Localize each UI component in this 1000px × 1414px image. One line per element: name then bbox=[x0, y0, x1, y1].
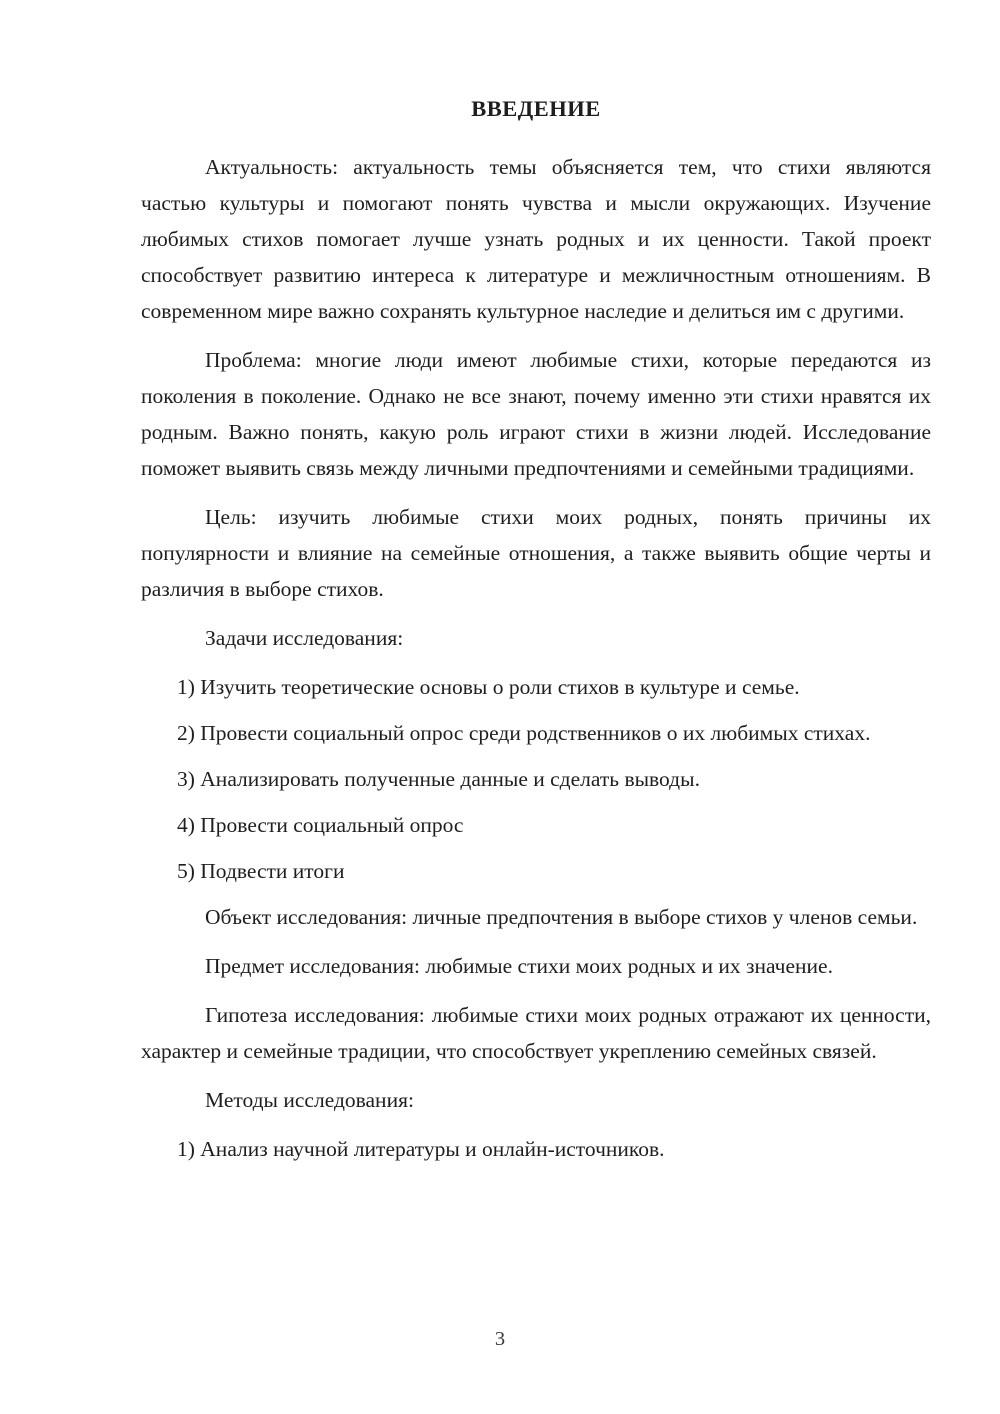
tasks-list-item-1: 1) Изучить теоретические основы о роли стихов в культуре и семье. bbox=[177, 675, 800, 699]
tasks-list-item-4: 4) Провести социальный опрос bbox=[177, 813, 464, 837]
paragraph-hypothesis: Гипотеза исследования: любимые стихи моих родных отражают их ценности, характер и семейные традиции, что способствует укреплению семейных связей. bbox=[141, 1003, 931, 1063]
tasks-list-item-2: 2) Провести социальный опрос среди родственников о их любимых стихах. bbox=[177, 721, 871, 745]
document-content bbox=[141, 96, 931, 1177]
paragraph-goal: Цель: изучить любимые стихи моих родных, понять причины их популярности и влияние на семейные отношения, а также выявить общие черты и различия в выборе стихов. bbox=[141, 505, 931, 601]
methods-list-item-1: 1) Анализ научной литературы и онлайн-источников. bbox=[177, 1137, 665, 1161]
paragraph-subject: Предмет исследования: любимые стихи моих родных и их значение. bbox=[205, 954, 833, 978]
paragraph-tasks-heading: Задачи исследования: bbox=[205, 626, 404, 650]
paragraph-problem: Проблема: многие люди имеют любимые стихи, которые передаются из поколения в поколение. Однако не все знают, почему именно эти стихи нравятся их родным. Важно понять, какую роль играют стихи в жизни людей. Исследование поможет выявить связь между личными предпочтениями и семейными традициями. bbox=[141, 348, 931, 480]
tasks-list-item-3: 3) Анализировать полученные данные и сделать выводы. bbox=[177, 767, 700, 791]
paragraph-relevance: Актуальность: актуальность темы объясняется тем, что стихи являются частью культуры и помогают понять чувства и мысли окружающих. Изучение любимых стихов помогает лучше узнать родных и их ценности. Такой проект способствует развитию интереса к литературе и межличностным отношениям. В современном мире важно сохранять культурное наследие и делиться им с другими. bbox=[141, 155, 931, 323]
page-title: ВВЕДЕНИЕ bbox=[471, 96, 601, 121]
tasks-list-item-5: 5) Подвести итоги bbox=[177, 859, 345, 883]
page-number: 3 bbox=[494, 1328, 506, 1350]
paragraph-object: Объект исследования: личные предпочтения в выборе стихов у членов семьи. bbox=[205, 905, 918, 929]
paragraph-methods-heading: Методы исследования: bbox=[205, 1088, 414, 1112]
